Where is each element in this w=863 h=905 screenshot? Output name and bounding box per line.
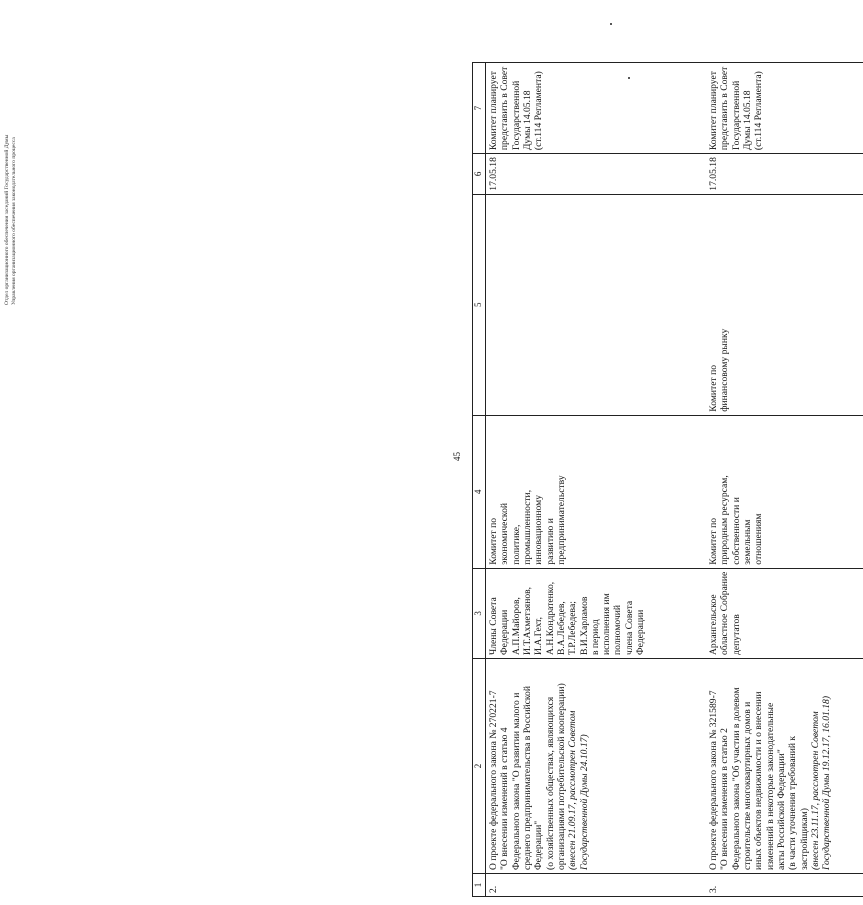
bill-author-line: В.И.Харламов <box>578 596 590 655</box>
bill-author-line: областное Собрание <box>719 571 731 655</box>
bill-author-line: полномочий <box>612 604 624 655</box>
bill-title-line: среднего предпринимательства в Российской <box>521 686 533 870</box>
responsible-committee-line: собственности и <box>730 497 742 565</box>
plan-note-line: Государственной <box>510 80 522 151</box>
table-row <box>486 63 703 897</box>
responsible-committee-line: промышленности, <box>521 489 533 565</box>
footer-line: Отдел организационного обеспечения заседаний Государственной Думы <box>4 134 10 305</box>
bill-author <box>702 568 863 658</box>
bill-title-line: О проекте федерального закона № 270221-7 <box>488 690 499 870</box>
plan-note-line: представить в Совет <box>719 66 731 151</box>
responsible-committee-line: экономической <box>499 502 511 565</box>
responsible-committee-line: Комитет по <box>708 517 719 565</box>
bill-title-line: организациями потребительской кооперации) <box>555 683 567 870</box>
plan-note-line: (ст.114 Регламента) <box>753 71 765 151</box>
col-header: 7 <box>473 63 486 154</box>
footer-note <box>4 135 18 305</box>
bill-title-line: О проекте федерального закона № 321589-7 <box>708 690 719 870</box>
plan-note-line: (ст.114 Регламента) <box>533 71 545 151</box>
bill-author-line: исполнения им <box>601 593 613 655</box>
bill-author-line: в период <box>589 619 601 655</box>
co-executor-committee <box>702 194 863 415</box>
bill-title-line: строительстве многоквартирных домов и <box>741 701 753 870</box>
bill-author-line: И.Т.Ахметзянов, <box>521 586 533 655</box>
plan-note-line: Государственной <box>730 80 742 151</box>
col-header: 4 <box>473 415 486 568</box>
responsible-committee-line: природным ресурсам, <box>719 475 731 565</box>
co-executor-committee <box>486 194 703 415</box>
review-date: 17.05.18 <box>702 154 863 195</box>
plan-note <box>702 63 863 154</box>
bill-author-line: Федерации <box>499 609 511 655</box>
bill-author-line: Архангельское <box>708 594 719 655</box>
bill-title-line: изменений в некоторые законодательные <box>764 702 776 870</box>
bill-title-line: иных объектов недвижимости и о внесении <box>753 691 765 870</box>
bill-title-line: "О внесении изменения в статью 2 <box>719 728 731 870</box>
col-header: 3 <box>473 568 486 658</box>
col-header: 2 <box>473 659 486 874</box>
review-date: 17.05.18 <box>486 154 703 195</box>
bill-title <box>486 659 703 874</box>
bill-title-note-line: Государственной Думы 19.12.17, 16.01.18) <box>821 695 833 870</box>
plan-note-line: Комитет планирует <box>708 71 719 151</box>
plan-note-line: представить в Совет <box>499 66 511 151</box>
table-header-row <box>473 63 486 897</box>
bill-title-line: застройщикам) <box>798 808 810 870</box>
bill-author-line: Члены Совета <box>488 597 499 655</box>
plan-note-line: Думы 14.05.18 <box>741 90 753 151</box>
bill-title-note-line: (внесен 21.09.17, рассмотрен Советом <box>567 710 579 870</box>
bill-author-line: депутатов <box>730 614 742 655</box>
bill-title-note-line: (внесен 23.11.17, рассмотрен Советом <box>809 711 821 870</box>
table-row <box>702 63 863 897</box>
co-executor-committee-line: Комитет по <box>708 364 719 412</box>
bill-author-line: А.П.Майоров, <box>510 597 522 655</box>
bill-author-line: Т.Р.Лебедева; <box>567 601 579 655</box>
responsible-committee-line: предпринимательству <box>555 475 567 565</box>
bill-title-line: (в части уточнения требований к <box>787 735 799 870</box>
responsible-committee <box>702 415 863 568</box>
bill-author-line: А.Н.Кондратенко, <box>544 581 556 655</box>
bill-author-line: И.А.Гехт, <box>533 616 545 655</box>
responsible-committee-line: развитию и <box>544 518 556 565</box>
scan-dot <box>610 23 612 25</box>
responsible-committee-line: Комитет по <box>488 517 499 565</box>
bill-title-line: (о хозяйственных обществах, являющихся <box>544 696 556 870</box>
bill-title-line: акты Российской Федерации" <box>775 749 787 870</box>
bill-author-line: В.А.Лебедев, <box>555 601 567 655</box>
page-number: 45 <box>452 452 462 461</box>
co-executor-committee-line: финансовому рынку <box>719 328 731 412</box>
responsible-committee-line: политике, <box>510 524 522 565</box>
bill-title-line: "О внесении изменений в статью 4 <box>499 727 511 870</box>
responsible-committee <box>486 415 703 568</box>
bill-title-line: Федерального закона "О развитии малого и <box>510 692 522 870</box>
row-number: 2. <box>486 874 703 897</box>
plan-note-line: Думы 14.05.18 <box>521 90 533 151</box>
plan-note <box>486 63 703 154</box>
bill-author-line: Федерации <box>635 609 647 655</box>
bill-title-line: Федерации" <box>533 820 545 870</box>
bill-title <box>702 659 863 874</box>
row-number: 3. <box>702 874 863 897</box>
col-header: 6 <box>473 154 486 195</box>
responsible-committee-line: инновационному <box>533 495 545 565</box>
bill-author-line: члена Совета <box>623 600 635 655</box>
plan-note-line: Комитет планирует <box>488 71 499 151</box>
responsible-committee-line: земельным <box>741 519 753 565</box>
responsible-committee-line: отношениям <box>753 513 765 565</box>
bill-title-line: Федерального закона "Об участии в долевом <box>730 687 742 870</box>
bill-author <box>486 568 703 658</box>
agenda-table <box>472 62 863 897</box>
bill-title-note-line: Государственной Думы 24.10.17) <box>578 734 590 870</box>
col-header: 5 <box>473 194 486 415</box>
col-header: 1 <box>473 874 486 897</box>
footer-line: Управления организационного обеспечения законодательного процесса <box>10 137 17 305</box>
